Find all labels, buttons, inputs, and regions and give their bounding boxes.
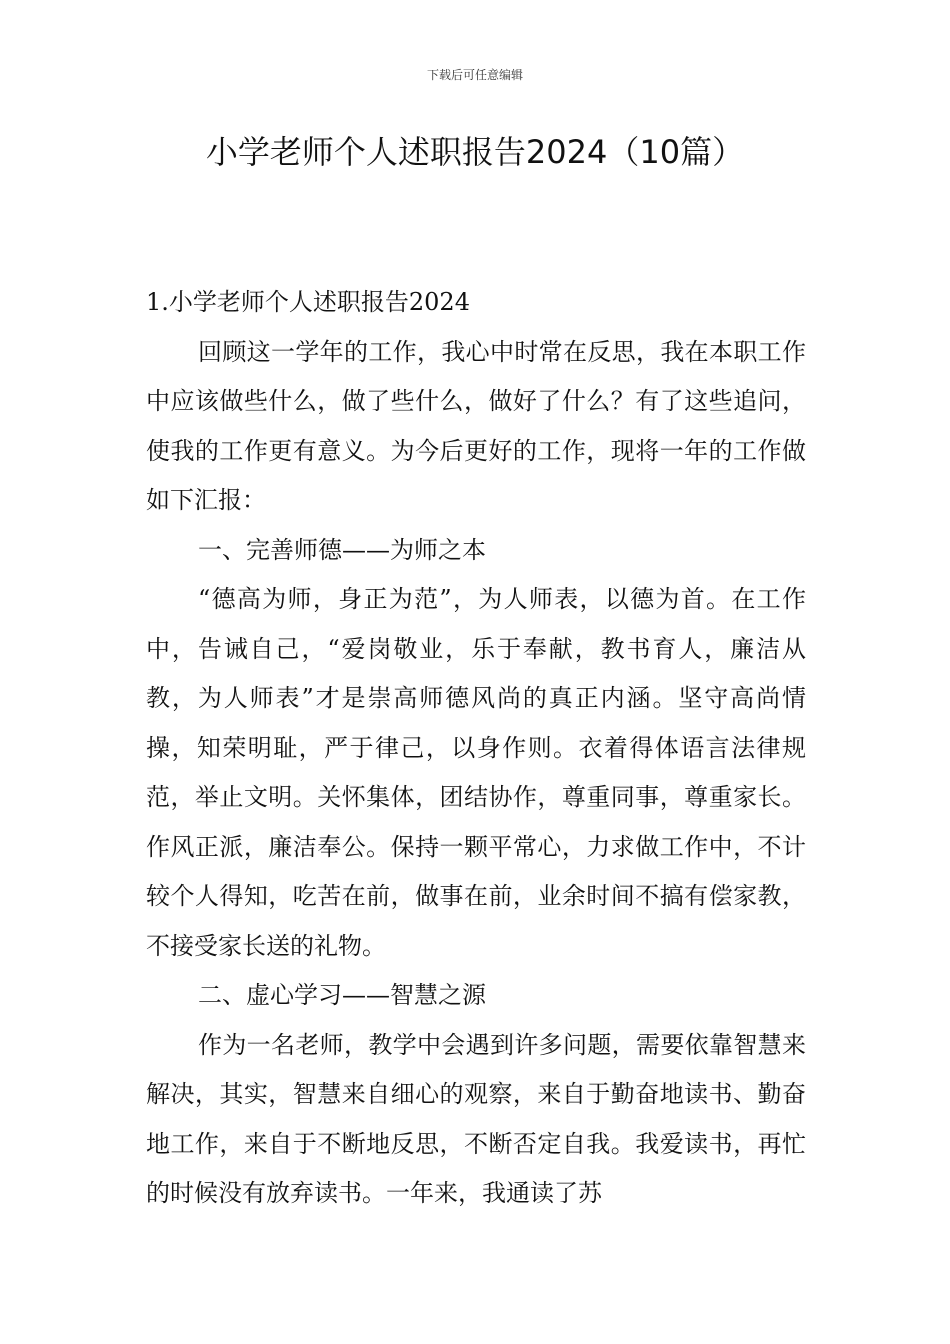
header-note: 下载后可任意编辑 xyxy=(426,68,523,82)
subheading-learning: 二、虚心学习——智慧之源 xyxy=(198,981,486,1009)
paragraph-learning: 作为一名老师，教学中会遇到许多问题，需要依靠智慧来解决，其实，智慧来自细心的观察，来自于勤奋地读书、勤奋地工作，来自于不断地反思，不断否定自我。我爱读书，再忙的时候没有放弃读书。一年来，我通读了苏 xyxy=(146,1030,806,1207)
section-heading: 1.小学老师个人述职报告2024 xyxy=(146,288,470,316)
paragraph-intro: 回顾这一学年的工作，我心中时常在反思，我在本职工作中应该做些什么，做了些什么，做好了什么？有了这些追问，使我的工作更有意义。为今后更好的工作，现将一年的工作做如下汇报： xyxy=(146,337,806,514)
subheading-ethics: 一、完善师德——为师之本 xyxy=(198,535,486,564)
paragraph-ethics: “德高为师，身正为范”，为人师表，以德为首。在工作中，告诫自己，“爱岗敬业，乐于奉献，教书育人，廉洁从教，为人师表”才是崇高师德风尚的真正内涵。坚守高尚情操，知荣明耻，严于律己，以身作则。衣着得体语言法律规范，举止文明。关怀集体，团结协作，尊重同事，尊重家长。作风正派，廉洁奉公。保持一颗平常心，力求做工作中，不计较个人得知，吃苦在前，做事在前，业余时间不搞有偿家教，不接受家长送的礼物。 xyxy=(146,585,806,960)
document-title: 小学老师个人述职报告2024（10篇） xyxy=(205,133,745,171)
document-body xyxy=(146,278,806,1219)
